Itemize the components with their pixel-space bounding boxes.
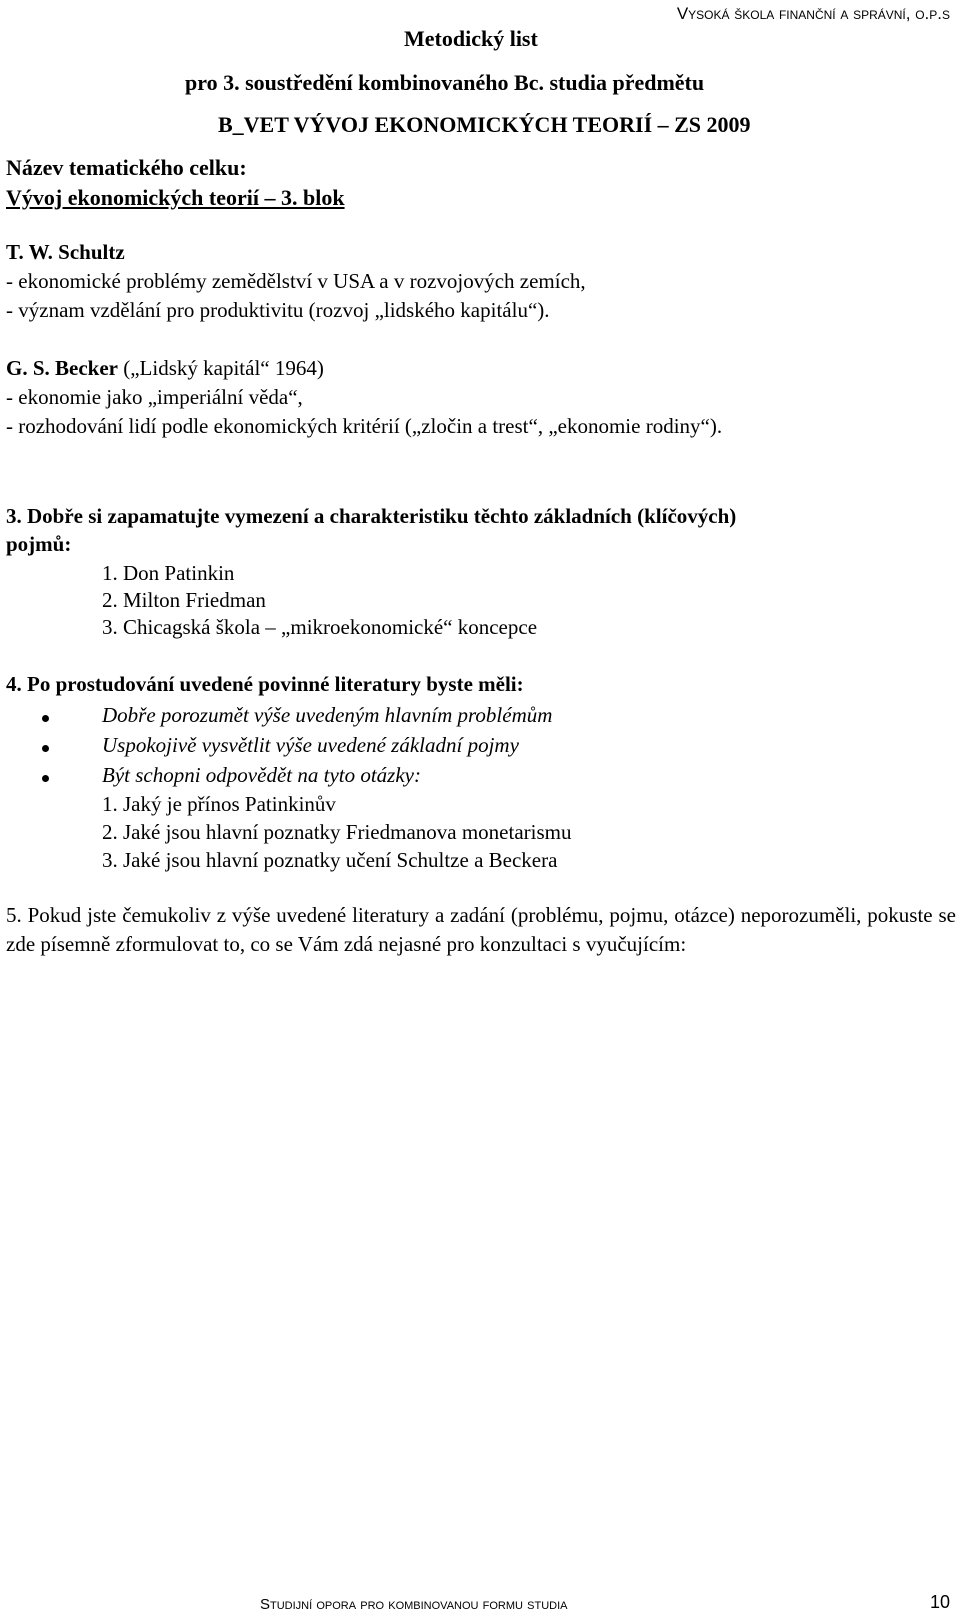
page-number: 10 xyxy=(929,1592,950,1612)
becker-work: („Lidský kapitál“ 1964) xyxy=(117,356,324,380)
bullet-icon xyxy=(42,745,49,752)
document-title: Metodický list xyxy=(404,26,538,51)
becker-item-1: - ekonomie jako „imperiální věda“, xyxy=(6,385,303,409)
outcome-item-1: Dobře porozumět výše uvedeným hlavním problémům xyxy=(102,703,553,727)
becker-name: G. S. Becker xyxy=(6,356,118,380)
footer-text: Studijní opora pro kombinovanou formu studia xyxy=(260,1596,568,1613)
outcome-item-3: Být schopni odpovědět na tyto otázky: xyxy=(102,763,421,787)
section3-heading-line2: pojmů: xyxy=(6,532,72,556)
course-name: B_VET VÝVOJ EKONOMICKÝCH TEORIÍ – ZS 2009 xyxy=(218,112,751,137)
concept-item-3: 3. Chicagská škola – „mikroekonomické“ koncepce xyxy=(102,615,538,639)
question-item-3: 3. Jaké jsou hlavní poznatky učení Schultze a Beckera xyxy=(102,848,558,872)
becker-item-2: - rozhodování lidí podle ekonomických kritérií („zločin a trest“, „ekonomie rodiny“). xyxy=(6,414,723,438)
schultz-name: T. W. Schultz xyxy=(6,240,125,264)
question-item-1: 1. Jaký je přínos Patinkinův xyxy=(102,792,336,816)
topic-label: Název tematického celku: xyxy=(6,155,247,180)
schultz-item-1: - ekonomické problémy zemědělství v USA a v rozvojových zemích, xyxy=(6,269,586,293)
document-subtitle: pro 3. soustředění kombinovaného Bc. studia předmětu xyxy=(185,70,705,95)
concept-item-2: 2. Milton Friedman xyxy=(102,588,266,612)
becker-heading xyxy=(6,356,324,381)
section4-heading: 4. Po prostudování uvedené povinné literatury byste měli: xyxy=(6,672,524,696)
bullet-icon xyxy=(42,715,49,722)
section3-heading-line1: 3. Dobře si zapamatujte vymezení a charakteristiku těchto základních (klíčových) xyxy=(6,504,737,528)
institution-name: Vysoká škola finanční a správní, o.p.s xyxy=(676,4,950,23)
schultz-item-2: - význam vzdělání pro produktivitu (rozvoj „lidského kapitálu“). xyxy=(6,298,550,322)
topic-name: Vývoj ekonomických teorií – 3. blok xyxy=(6,185,345,210)
concept-item-1: 1. Don Patinkin xyxy=(102,561,235,585)
question-item-2: 2. Jaké jsou hlavní poznatky Friedmanova monetarismu xyxy=(102,820,572,844)
bullet-icon xyxy=(42,775,49,782)
section5-paragraph: 5. Pokud jste čemukoliv z výše uvedené literatury a zadání (problému, pojmu, otázce) neporozuměli, pokuste se zde písemně zformulovat to, co se Vám zdá nejasné pro konzultaci s vyučujícím: xyxy=(6,903,956,956)
outcome-item-2: Uspokojivě vysvětlit výše uvedené základní pojmy xyxy=(102,733,519,757)
